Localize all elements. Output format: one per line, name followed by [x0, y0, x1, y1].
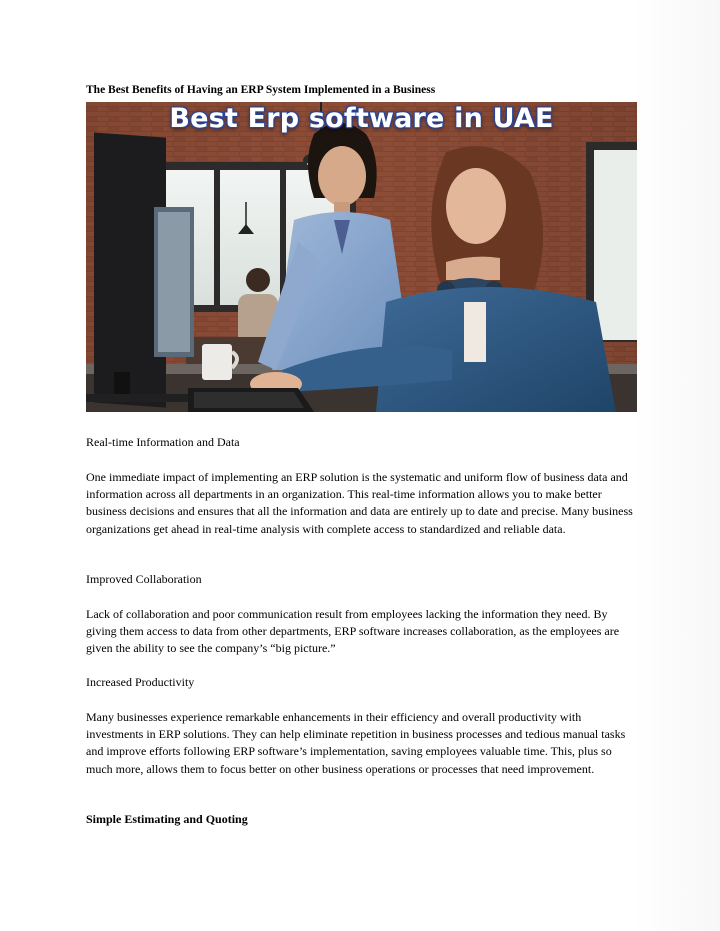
section-heading-productivity: Increased Productivity	[86, 675, 195, 689]
document-title: The Best Benefits of Having an ERP System Implemented in a Business	[86, 84, 436, 96]
section-body-realtime: One immediate impact of implementing an ERP solution is the systematic and uniform flow of business data and information across all departments in an organization. This real-time information allows you to make better business decisions and ensures that all the information and data are entirely up to date and precise. Many business organizations get ahead in real-time analysis with complete access to standardized and reliable data.	[86, 470, 633, 536]
section-heading-estimating: Simple Estimating and Quoting	[86, 812, 248, 826]
hero-image	[86, 102, 637, 412]
section-heading-realtime: Real-time Information and Data	[86, 435, 240, 449]
hero-caption: Best Erp software in UAE	[169, 103, 554, 134]
office-photo-illustration	[86, 102, 637, 412]
section-body-collaboration: Lack of collaboration and poor communication result from employees lacking the information they need. By giving them access to data from other departments, ERP software increases collaboration, as the employees are given the ability to see the company’s “big picture.”	[86, 607, 620, 656]
section-heading-collaboration: Improved Collaboration	[86, 572, 202, 586]
section-body-productivity: Many businesses experience remarkable enhancements in their efficiency and overall productivity with investments in ERP solutions. They can help eliminate repetition in business processes and tedious manual tasks and improve efforts following ERP software’s implementation, saving employees valuable time. This, plus so much more, allows them to focus better on other business operations or processes that need improvement.	[86, 710, 626, 776]
